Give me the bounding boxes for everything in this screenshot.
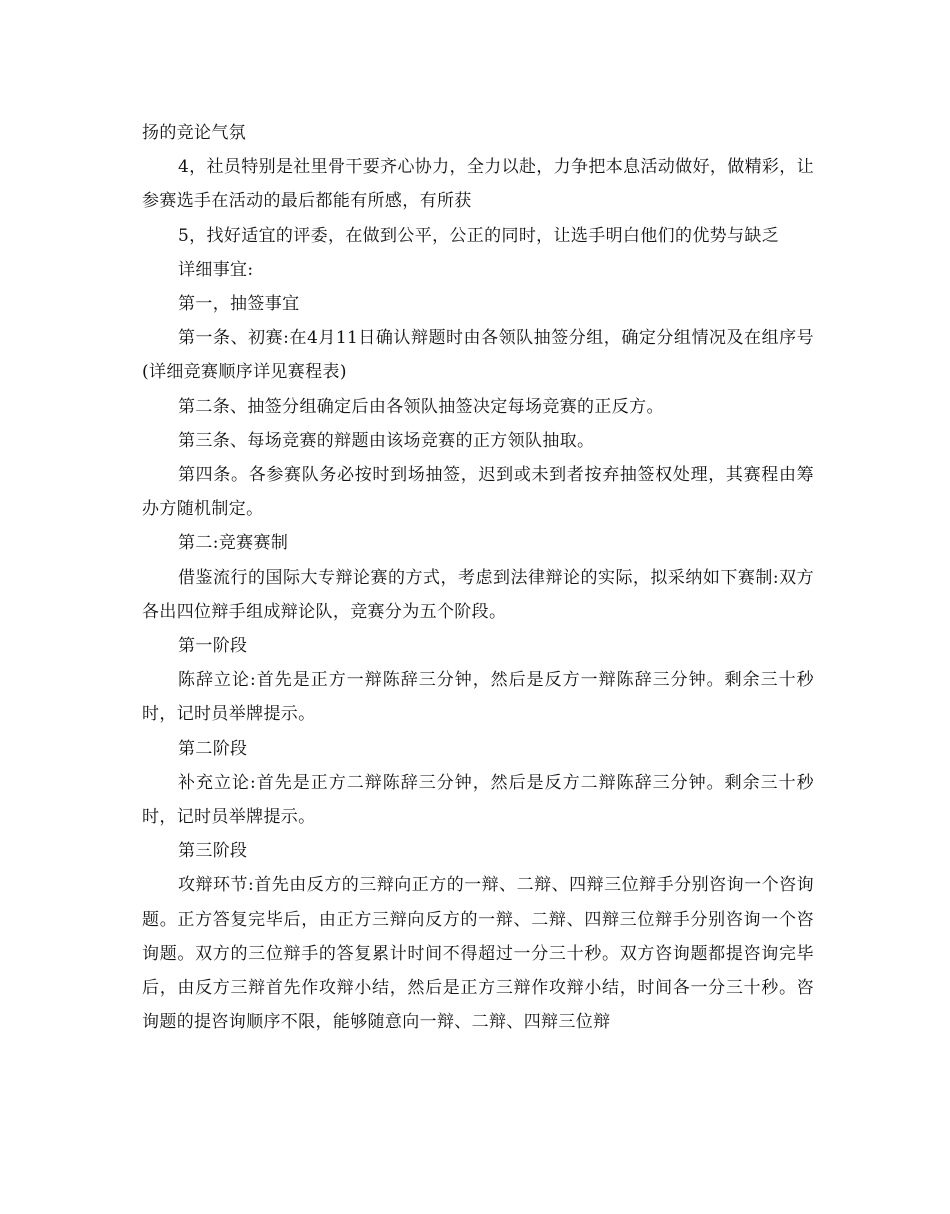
- stage-3-text: 攻辩环节:首先由反方的三辩向正方的一辩、二辩、四辩三位辩手分别咨询一个咨询题。正方答复完毕后，由正方三辩向反方的一辩、二辩、四辩三位辩手分别咨询一个咨询题。双方的三位辩手的答复累计时间不得超过一分三十秒。双方咨询题都提咨询完毕后，由反方三辩首先作攻辩小结，然后是正方三辩作攻辩小结，时间各一分三十秒。咨询题的提咨询顺序不限，能够随意向一辩、二辩、四辩三位辩: [142, 875, 814, 1033]
- format-description: 借鉴流行的国际大专辩论赛的方式，考虑到法律辩论的实际，拟采纳如下赛制:双方各出四位辩手组成辩论队，竞赛分为五个阶段。: [142, 567, 814, 622]
- document-body: [142, 116, 814, 1039]
- stage-3-heading: 第三阶段: [178, 841, 248, 862]
- section-heading-details: 详细事宜:: [178, 259, 254, 280]
- stage-2-text: 补充立论:首先是正方二辩陈辞三分钟，然后是反方二辩陈辞三分钟。剩余三十秒时，记时员举牌提示。: [142, 772, 814, 828]
- article-1: 第一条、初赛:在4月11日确认辩题时由各领队抽签分组，确定分组情况及在组序号(详细竞赛顺序详见赛程表): [142, 328, 814, 383]
- paragraph-2: 5，找好适宜的评委，在做到公平，公正的同时，让选手明白他们的优势与缺乏: [178, 225, 780, 246]
- section-heading-draw: 第一，抽签事宜: [178, 294, 300, 315]
- paragraph-0: 扬的竞论气氛: [142, 123, 247, 143]
- article-2: 第二条、抽签分组确定后由各领队抽签决定每场竞赛的正反方。: [178, 396, 664, 417]
- article-3: 第三条、每场竞赛的辩题由该场竞赛的正方领队抽取。: [178, 430, 595, 451]
- stage-1-heading: 第一阶段: [178, 636, 248, 657]
- stage-1-text: 陈辞立论:首先是正方一辩陈辞三分钟，然后是反方一辩陈辞三分钟。剩余三十秒时，记时员举牌提示。: [142, 670, 814, 725]
- stage-2-heading: 第二阶段: [178, 738, 248, 759]
- section-heading-format: 第二:竞赛赛制: [178, 533, 289, 554]
- article-4: 第四条。各参赛队务必按时到场抽签，迟到或未到者按弃抽签权处理，其赛程由筹办方随机制定。: [142, 465, 814, 520]
- paragraph-1: 4，社员特别是社里骨干要齐心协力，全力以赴，力争把本息活动做好，做精彩，让参赛选手在活动的最后都能有所感，有所获: [142, 157, 814, 212]
